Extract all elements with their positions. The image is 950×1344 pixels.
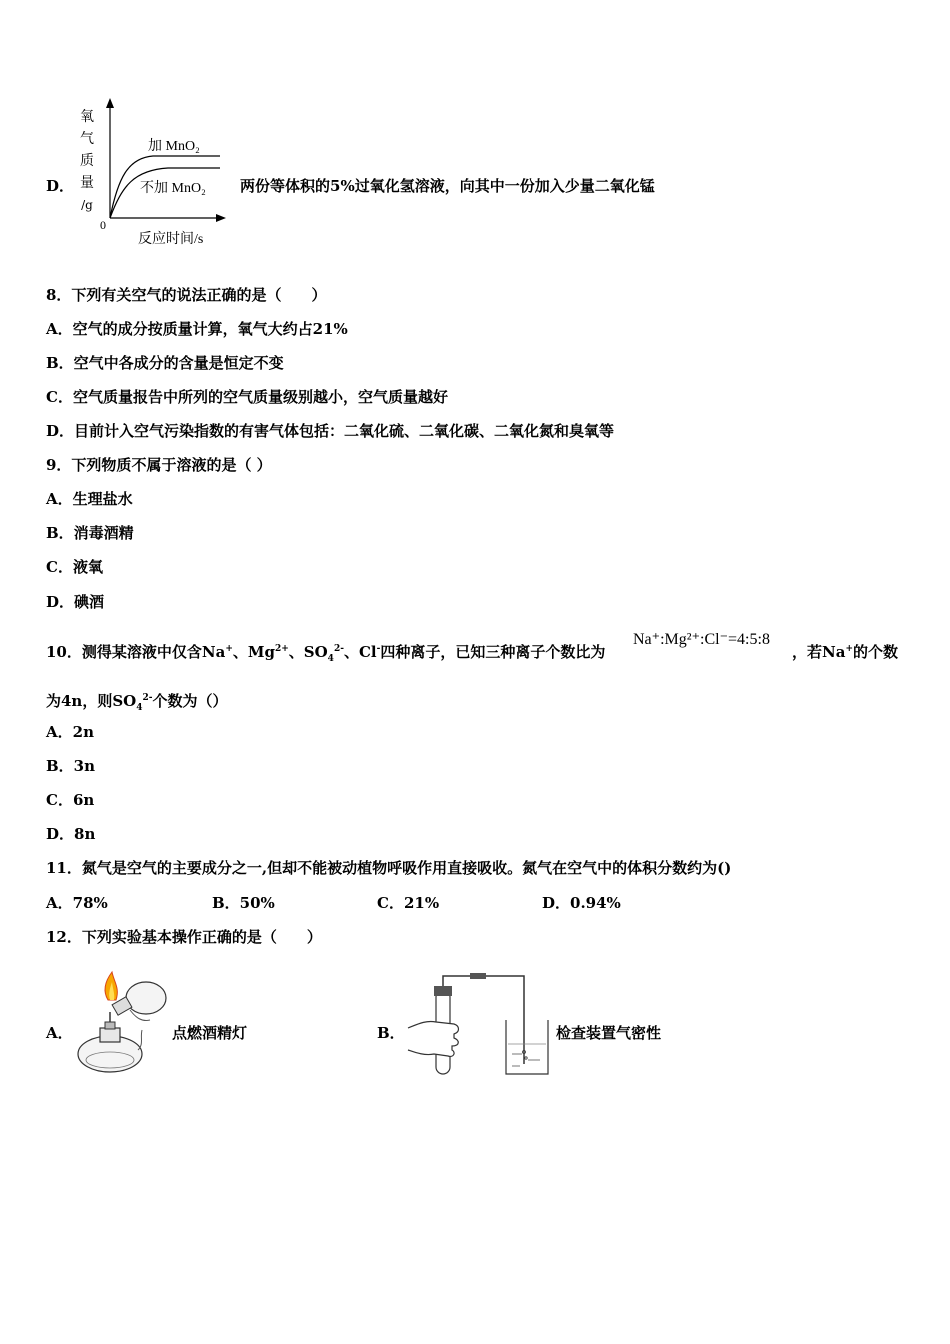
q11-stem: 11．氮气是空气的主要成分之一,但却不能被动植物呼吸作用直接吸收。氮气在空气中的体积分数约为() (46, 859, 732, 877)
q11-option-a: A．78% (46, 894, 108, 912)
alcohol-lamp-lighting-illustration (72, 970, 172, 1078)
graph-x-label: 反应时间/s (138, 232, 204, 247)
q10-option-d: D．8n (46, 825, 96, 843)
q9-stem: 9．下列物质不属于溶液的是（ ） (46, 456, 272, 474)
q12-stem: 12．下列实验基本操作正确的是（ ） (46, 928, 322, 946)
oxygen-mass-graph (78, 98, 228, 250)
q11-option-d: D．0.94% (542, 894, 621, 912)
graph-curve-without-label: 不加 MnO₂ (140, 181, 206, 196)
q12-option-b-text: 检查装置气密性 (556, 1024, 662, 1042)
q10-option-c: C．6n (46, 791, 95, 809)
q7-option-d-text: 两份等体积的5%过氧化氢溶液，向其中一份加入少量二氧化锰 (240, 177, 655, 195)
q8-option-a: A．空气的成分按质量计算，氧气大约占21% (46, 320, 348, 338)
graph-y-label: 氧 气 质 量 /g (80, 109, 94, 212)
q10-stem-line2: 为4n，则$SO_4^{2-}$个数为（） (46, 692, 228, 713)
airtightness-check-illustration (404, 968, 554, 1080)
q7-option-d-label: D． (46, 177, 75, 195)
q8-option-b: B．空气中各成分的含量是恒定不变 (46, 354, 284, 372)
q9-option-d: D．碘酒 (46, 593, 105, 611)
q8-stem: 8．下列有关空气的说法正确的是（ ） (46, 286, 327, 304)
q10-option-a: A．2n (46, 723, 94, 741)
q9-option-a: A．生理盐水 (46, 490, 133, 508)
q8-option-c: C．空气质量报告中所列的空气质量级别越小，空气质量越好 (46, 388, 448, 406)
q9-option-b: B．消毒酒精 (46, 524, 134, 542)
q12-option-a-label: A． (46, 1024, 73, 1042)
graph-origin: 0 (100, 218, 106, 232)
q11-option-c: C．21% (377, 894, 440, 912)
q8-option-d: D．目前计入空气污染指数的有害气体包括：二氧化硫、二氧化碳、二氧化氮和臭氧等 (46, 422, 615, 440)
q9-option-c: C．液氧 (46, 558, 103, 576)
q12-option-b-label: B． (377, 1024, 405, 1042)
q10-option-b: B．3n (46, 757, 96, 775)
graph-curve-with-label: 加 MnO₂ (148, 139, 200, 154)
q10-stem-line1-end: ，若Na+的个数 (792, 643, 898, 661)
x-axis-arrow (216, 214, 226, 222)
q10-stem-line1: 10．测得某溶液中仅含Na+、$Mg^{2+}$、$SO_4^{2-}$、Cl-四种离子，已知三种离子个数比为 (46, 643, 606, 664)
y-axis-arrow (106, 98, 114, 108)
q12-option-a-text: 点燃酒精灯 (172, 1024, 248, 1042)
q10-ion-ratio: Na⁺:Mg²⁺:Cl⁻=4:5:8 (633, 631, 770, 648)
q11-option-b: B．50% (212, 894, 275, 912)
